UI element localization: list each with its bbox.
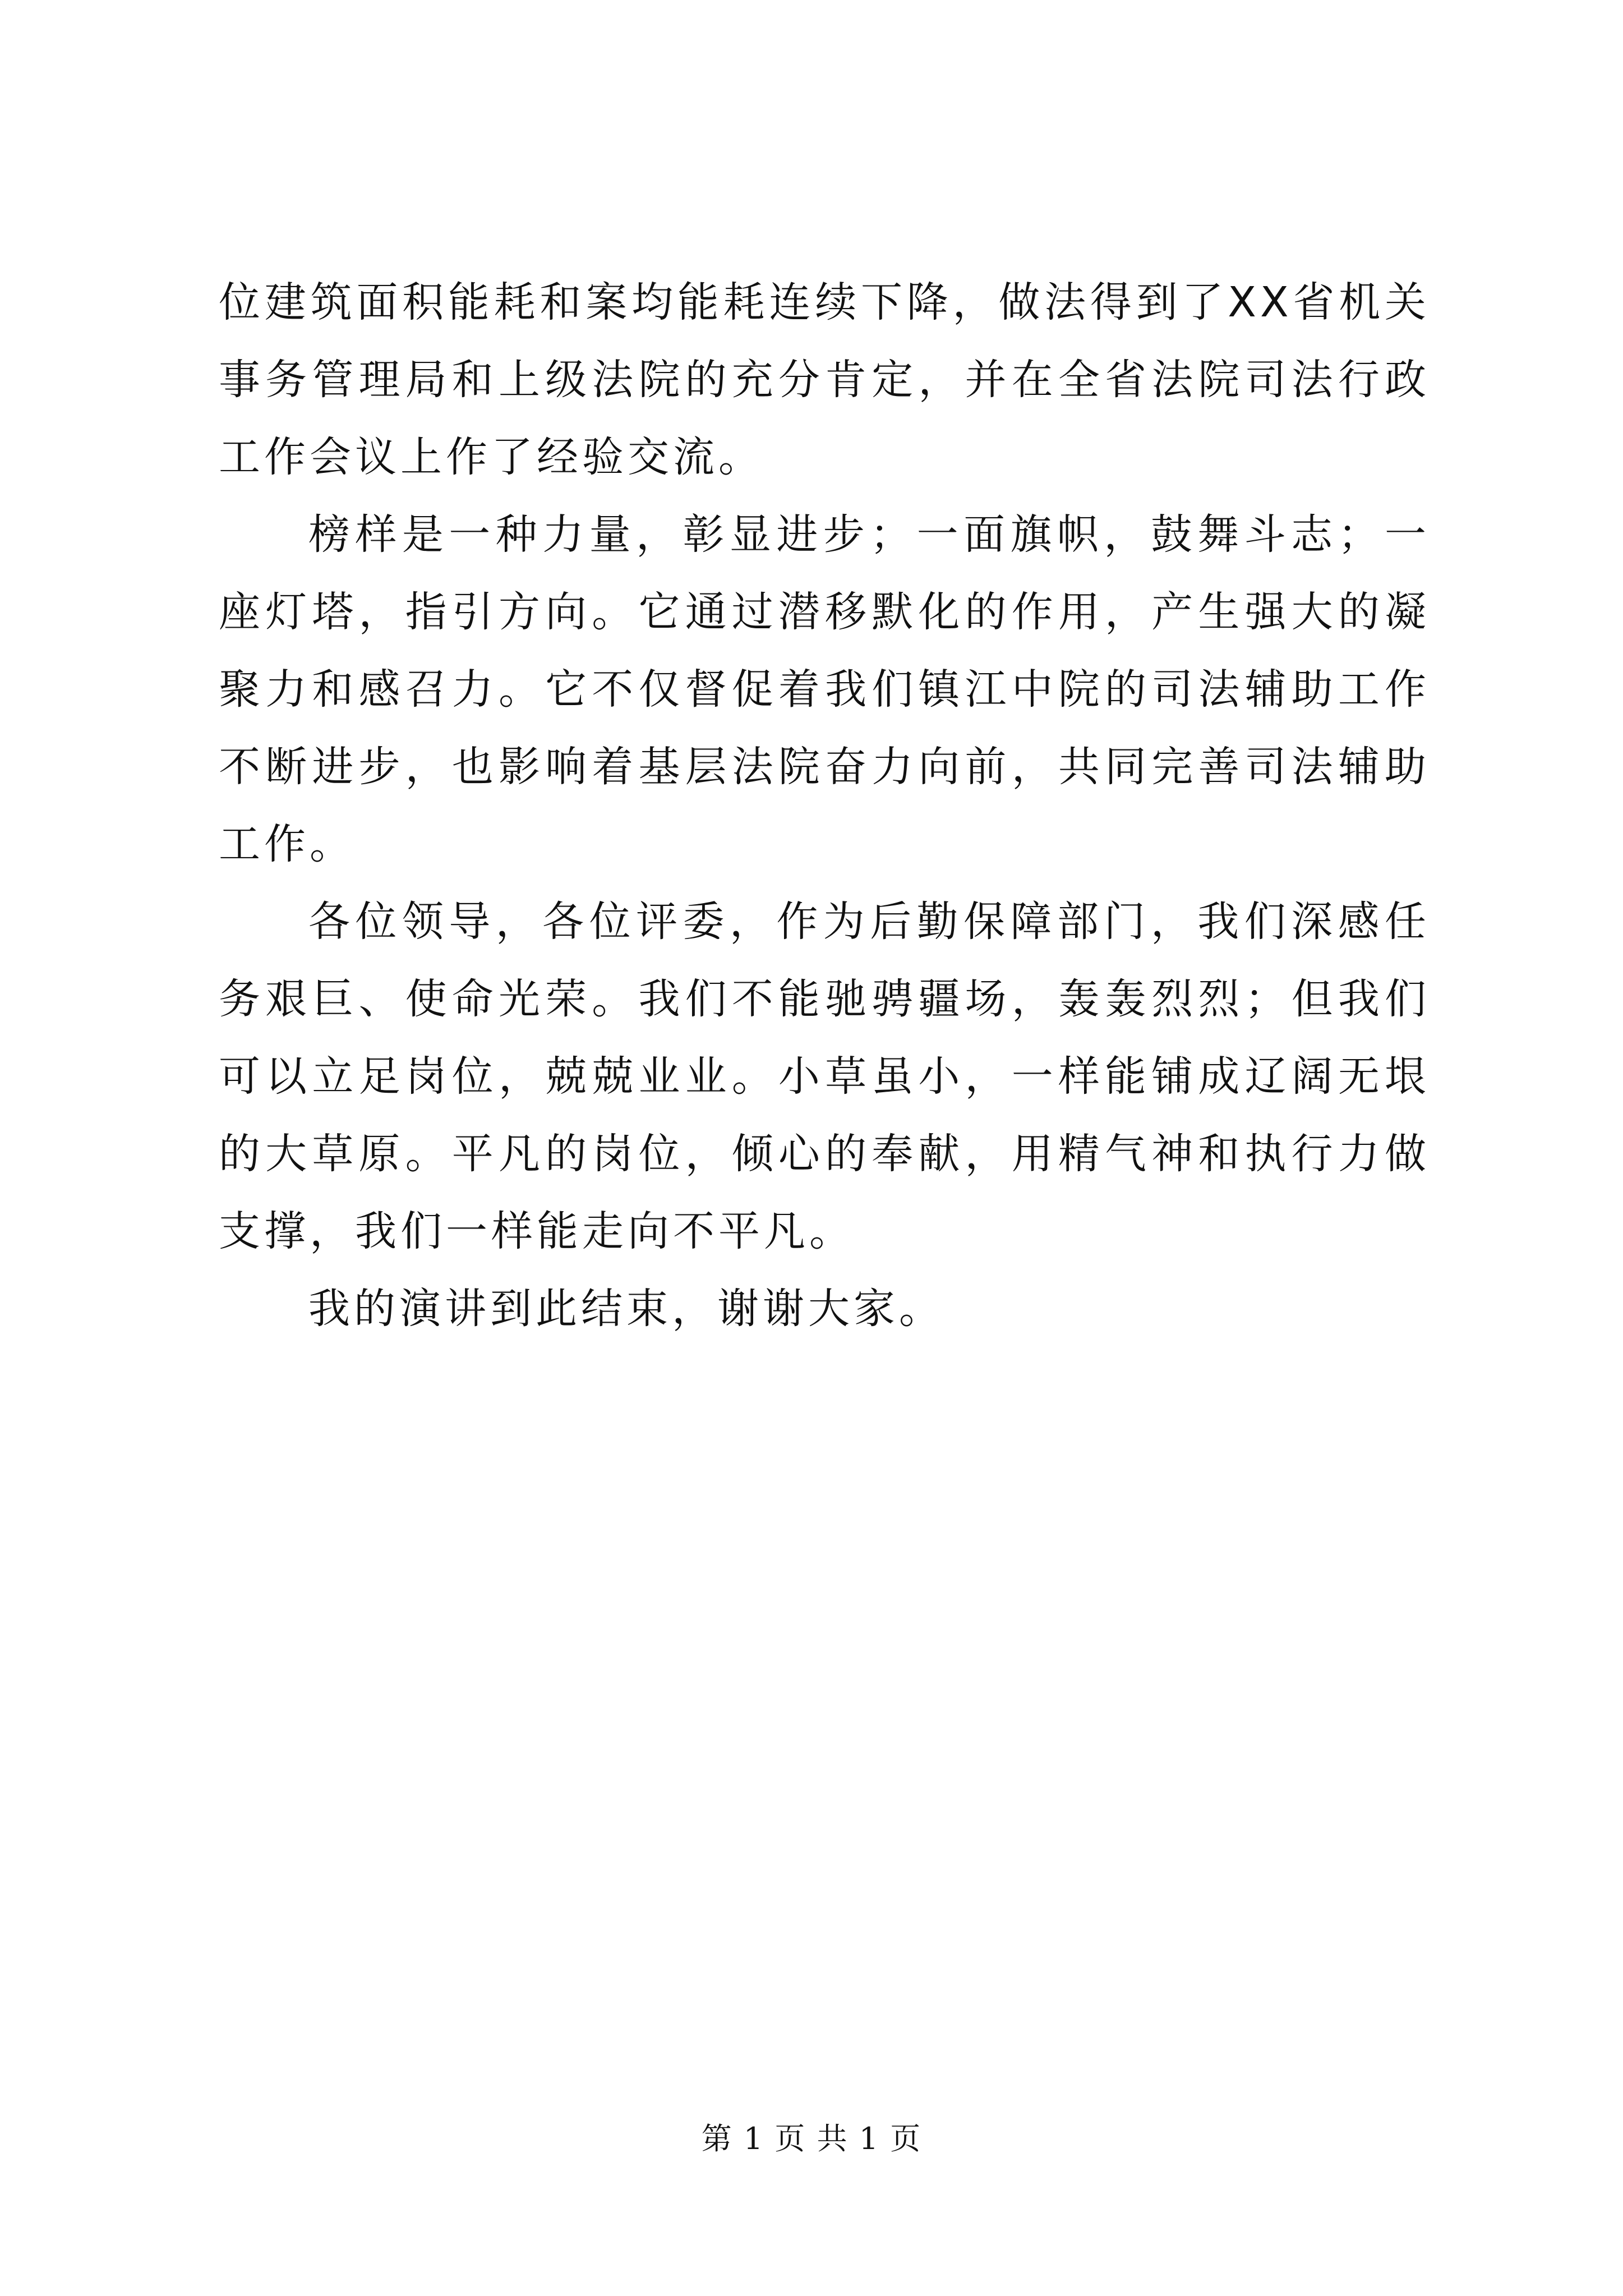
paragraph-4: 我的演讲到此结束，谢谢大家。 (308, 1285, 944, 1333)
page-number-footer: 第 1 页 共 1 页 (701, 2121, 922, 2156)
document-body (219, 264, 1430, 1347)
paragraph-3: 各位领导，各位评委，作为后勤保障部门，我们深感任务艰巨、使命光荣。我们不能驰骋疆场，轰轰烈烈；但我们可以立足岗位，兢兢业业。小草虽小，一样能铺成辽阔无垠的大草原。平凡的岗位，倾心的奉献，用精气神和执行力做支撑，我们一样能走向不平凡。 (219, 898, 1430, 1255)
paragraph-2: 榜样是一种力量，彰显进步；一面旗帜，鼓舞斗志；一座灯塔，指引方向。它通过潜移默化的作用，产生强大的凝聚力和感召力。它不仅督促着我们镇江中院的司法辅助工作不断进步，也影响着基层法院奋力向前，共同完善司法辅助工作。 (219, 510, 1430, 868)
paragraph-1: 位建筑面积能耗和案均能耗连续下降，做法得到了XX省机关事务管理局和上级法院的充分肯定，并在全省法院司法行政工作会议上作了经验交流。 (219, 278, 1430, 481)
